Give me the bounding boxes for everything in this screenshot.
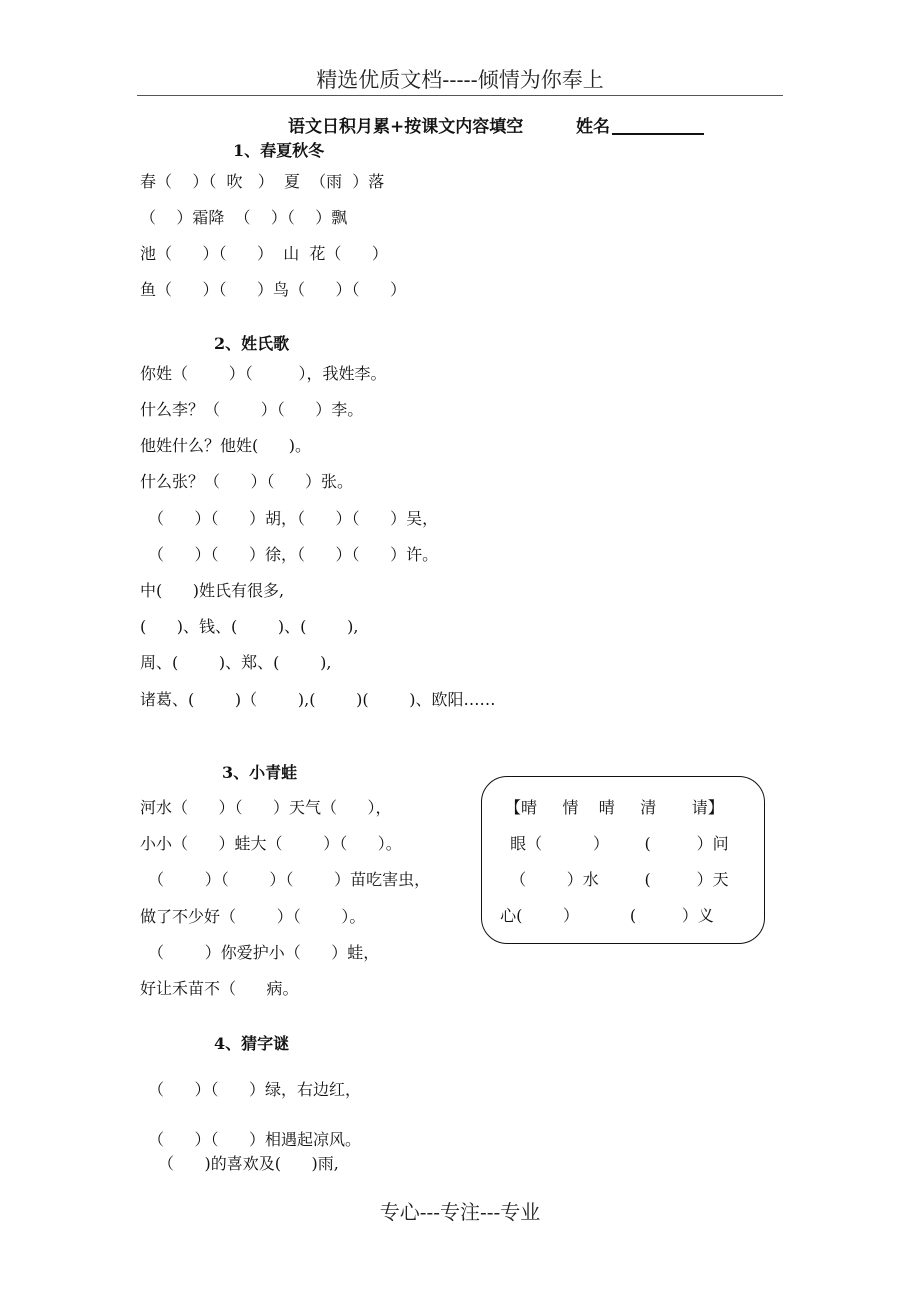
- s2-line-4: 什么张？（ ）（ ）张。: [140, 472, 354, 491]
- s3-line-6: 好让禾苗不（ 病。: [140, 979, 299, 998]
- s3-line-5: （ ）你爱护小（ ）蛙，: [148, 943, 380, 962]
- s3-line-2: 小小（ ）蛙大（ ）（ ）。: [140, 834, 402, 853]
- s3-line-4: 做了不少好（ ）（ ）。: [140, 907, 366, 926]
- box-line-2: 眼（ ） ( ）问: [505, 834, 729, 853]
- section-heading-1: 1、春夏秋冬: [233, 141, 325, 160]
- page-footer: 专心---专注---专业: [379, 1200, 541, 1224]
- s1-line-3: 池（ ）（ ） 山 花（ ）: [140, 244, 388, 263]
- box-line-1: 【晴 情 晴 清 请】: [505, 798, 724, 817]
- name-label: 姓名: [576, 117, 610, 137]
- s3-line-3: （ ）（ ）（ ）苗吃害虫，: [148, 870, 431, 889]
- s2-line-5: （ ）（ ）胡，（ ）（ ）吴，: [148, 509, 439, 528]
- s3-line-1: 河水（ ）（ ）天气（ ），: [140, 798, 392, 817]
- s2-line-7: 中( )姓氏有很多,: [140, 581, 285, 600]
- box-line-4: 心( ） ( ）义: [495, 906, 714, 925]
- s2-line-9: 周、( )、郑、( ),: [140, 653, 332, 672]
- s2-line-2: 什么李？（ ）（ ）李。: [140, 400, 364, 419]
- s2-line-6: （ ）（ ）徐，（ ）（ ）许。: [148, 545, 439, 564]
- s4-line-2: （ ）（ ）相遇起凉风。: [148, 1130, 362, 1149]
- s4-line-3: （ )的喜欢及( )雨,: [158, 1154, 339, 1173]
- worksheet-title: 语文日积月累+按课文内容填空: [288, 117, 524, 137]
- section-heading-4: 4、猜字谜: [214, 1034, 290, 1053]
- section-heading-3: 3、小青蛙: [222, 763, 298, 782]
- s1-line-4: 鱼（ ）（ ）鸟（ ）（ ）: [140, 280, 407, 299]
- s2-line-3: 他姓什么？他姓( )。: [140, 436, 312, 455]
- header-rule: [137, 95, 783, 96]
- name-blank-line[interactable]: [612, 133, 704, 135]
- s2-line-8: ( )、钱、( )、( ),: [140, 617, 359, 636]
- section-heading-2: 2、姓氏歌: [214, 334, 290, 353]
- s4-line-1: （ ）（ ）绿，右边红，: [148, 1080, 362, 1099]
- box-line-3: （ ）水 ( ）天: [505, 870, 729, 889]
- s2-line-1: 你姓（ ）（ ），我姓李。: [140, 364, 387, 383]
- s2-line-10: 诸葛、( )（ ),( )( )、欧阳……: [140, 690, 496, 709]
- s1-line-2: （ ）霜降 （ ）（ ）飘: [140, 208, 348, 227]
- s1-line-1: 春（ ）（ 吹 ） 夏 （雨 ）落: [140, 172, 385, 191]
- page-header: 精选优质文档-----倾情为你奉上: [316, 68, 604, 92]
